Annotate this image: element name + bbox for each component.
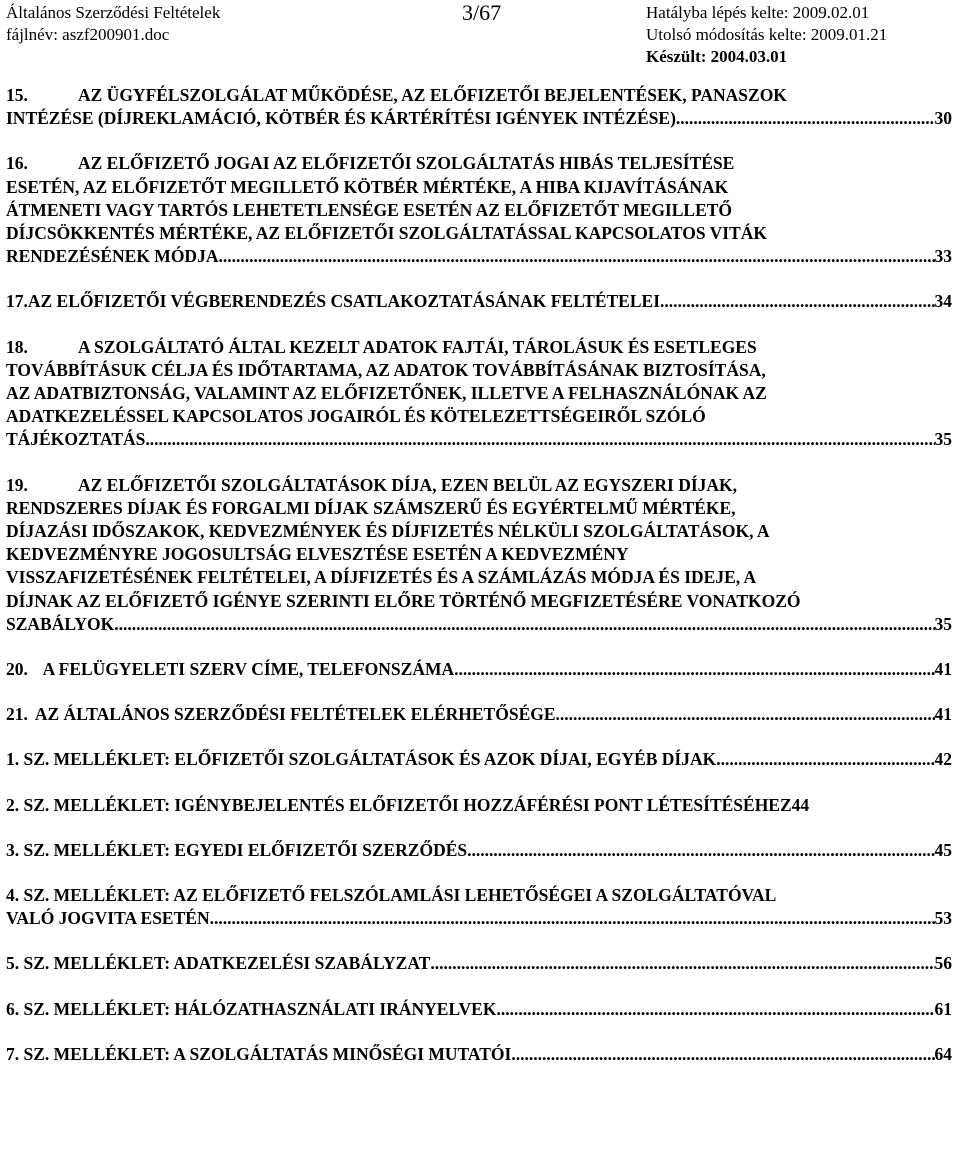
toc-entry-number: 20.: [6, 659, 28, 680]
toc-leader-dots: [430, 952, 934, 975]
toc-page-number: 64: [934, 1043, 952, 1064]
toc-leader-dots: [114, 613, 934, 636]
toc-entry-line: [6, 543, 952, 566]
toc-page-number: 45: [934, 839, 952, 860]
toc-entry-text: AZ ÁLTALÁNOS SZERZŐDÉSI FELTÉTELEK ELÉRHETŐSÉGE: [34, 704, 556, 725]
toc-entry-last-line: [6, 839, 952, 862]
toc-entry-text: AZ ELŐFIZETŐI VÉGBERENDEZÉS CSATLAKOZTATÁSÁNAK FELTÉTELEI: [27, 291, 661, 312]
toc-entry-text: 7. SZ. MELLÉKLET: A SZOLGÁLTATÁS MINŐSÉGI MUTATÓI: [6, 1043, 512, 1064]
toc-page-number: 44: [791, 794, 810, 815]
toc-entry-text: AZ ADATBIZTONSÁG, VALAMINT AZ ELŐFIZETŐNEK, ILLETVE A FELHASZNÁLÓNAK AZ: [6, 383, 767, 404]
toc-entry-last-line: [6, 290, 952, 313]
toc-entry-text: 6. SZ. MELLÉKLET: HÁLÓZATHASZNÁLATI IRÁNYELVEK: [6, 998, 497, 1019]
file-name: fájlnév: aszf200901.doc: [6, 25, 170, 44]
toc-entry[interactable]: [6, 952, 952, 975]
toc-entry-number: 18.: [6, 336, 28, 357]
toc-entry-last-line: [6, 794, 952, 817]
toc-entry-text: INTÉZÉSE (DÍJREKLAMÁCIÓ, KÖTBÉR ÉS KÁRTÉRÍTÉSI IGÉNYEK INTÉZÉSE).: [6, 108, 681, 129]
toc-entry-line: [6, 520, 952, 543]
toc-leader-dots: [660, 290, 934, 313]
toc-leader-dots: [210, 907, 935, 930]
toc-page-number: 34: [934, 291, 952, 312]
toc-entry[interactable]: [6, 1043, 952, 1066]
toc-leader-dots: [511, 1043, 934, 1066]
toc-entry-line: [6, 405, 952, 428]
toc-entry[interactable]: [6, 474, 952, 636]
toc-page-number: 30: [934, 108, 952, 129]
toc-entry[interactable]: [6, 658, 952, 681]
document-title: Általános Szerződési Feltételek: [6, 3, 221, 22]
toc-entry-last-line: [6, 998, 952, 1021]
created-date: Készült: 2004.03.01: [646, 47, 788, 66]
toc-page-number: 61: [934, 998, 952, 1019]
toc-entry-text: A SZOLGÁLTATÓ ÁLTAL KEZELT ADATOK FAJTÁI, TÁROLÁSUK ÉS ESETLEGES: [78, 336, 757, 357]
toc-entry[interactable]: [6, 290, 952, 313]
toc-page-number: 56: [934, 953, 952, 974]
toc-page-number: 35: [934, 429, 952, 450]
toc-entry-last-line: [6, 658, 952, 681]
toc-entry-text: VISSZAFIZETÉSÉNEK FELTÉTELEI, A DÍJFIZETÉS ÉS A SZÁMLÁZÁS MÓDJA ÉS IDEJE, A: [6, 567, 757, 588]
toc-leader-dots: [556, 703, 935, 726]
modified-date: Utolsó módosítás kelte: 2009.01.21: [646, 25, 888, 44]
toc-entry-text: SZABÁLYOK: [6, 613, 115, 634]
toc-entry[interactable]: [6, 998, 952, 1021]
toc-entry-line: [6, 566, 952, 589]
table-of-contents: [6, 84, 952, 1088]
toc-entry-number: 16.: [6, 153, 28, 174]
toc-entry-line: [6, 176, 952, 199]
toc-entry[interactable]: [6, 152, 952, 268]
toc-leader-dots: [145, 428, 934, 451]
toc-entry-line: [6, 497, 952, 520]
toc-leader-dots: [218, 245, 934, 268]
toc-entry-text: ADATKEZELÉSSEL KAPCSOLATOS JOGAIRÓL ÉS KÖTELEZETTSÉGEIRŐL SZÓLÓ: [6, 406, 706, 427]
toc-entry-last-line: [6, 703, 952, 726]
toc-entry-line: [6, 474, 952, 497]
toc-entry[interactable]: [6, 839, 952, 862]
toc-entry-line: [6, 84, 952, 107]
toc-page-number: 42: [934, 749, 952, 770]
toc-entry-last-line: [6, 952, 952, 975]
toc-entry-text: A FELÜGYELETI SZERV CÍME, TELEFONSZÁMA: [42, 659, 455, 680]
toc-page-number: 41: [934, 704, 952, 725]
toc-entry-text: VALÓ JOGVITA ESETÉN: [6, 908, 210, 929]
toc-page-number: 41: [934, 659, 952, 680]
page-header: [6, 0, 954, 66]
toc-entry-line: [6, 382, 952, 405]
toc-entry[interactable]: [6, 884, 952, 930]
toc-entry-number: 21.: [6, 704, 28, 725]
toc-entry-number: 17.: [6, 291, 28, 312]
toc-entry-number: 15.: [6, 85, 28, 105]
toc-entry-line: [6, 590, 952, 613]
toc-leader-dots: [467, 839, 934, 862]
toc-entry-text: DÍJAZÁSI IDŐSZAKOK, KEDVEZMÉNYEK ÉS DÍJFIZETÉS NÉLKÜLI SZOLGÁLTATÁSOK, A: [6, 521, 770, 542]
toc-entry[interactable]: [6, 748, 952, 771]
toc-leader-dots: [454, 658, 934, 681]
header-left: [6, 2, 220, 46]
toc-page-number: 33: [934, 246, 952, 267]
toc-entry-text: 2. SZ. MELLÉKLET: IGÉNYBEJELENTÉS ELŐFIZETŐI HOZZÁFÉRÉSI PONT LÉTESÍTÉSÉHEZ: [6, 794, 792, 815]
toc-entry[interactable]: [6, 84, 952, 130]
toc-leader-dots: [496, 998, 934, 1021]
toc-entry-text: KEDVEZMÉNYRE JOGOSULTSÁG ELVESZTÉSE ESETÉN A KEDVEZMÉNY: [6, 544, 629, 565]
toc-page-number: 35: [934, 613, 952, 634]
toc-entry-line: [6, 222, 952, 245]
toc-entry-text: TOVÁBBÍTÁSUK CÉLJA ÉS IDŐTARTAMA, AZ ADATOK TOVÁBBÍTÁSÁNAK BIZTOSÍTÁSA,: [6, 359, 766, 380]
toc-entry-line: [6, 199, 952, 222]
toc-entry-line: [6, 336, 952, 359]
toc-entry-line: [6, 152, 952, 175]
toc-entry-text: 1. SZ. MELLÉKLET: ELŐFIZETŐI SZOLGÁLTATÁSOK ÉS AZOK DÍJAI, EGYÉB DÍJAK: [6, 749, 717, 770]
toc-entry-text: 5. SZ. MELLÉKLET: ADATKEZELÉSI SZABÁLYZAT: [6, 953, 431, 974]
toc-entry-text: RENDSZERES DÍJAK ÉS FORGALMI DÍJAK SZÁMSZERŰ ÉS EGYÉRTELMŰ MÉRTÉKE,: [6, 497, 736, 518]
toc-entry-text: 3. SZ. MELLÉKLET: EGYEDI ELŐFIZETŐI SZERZŐDÉS: [6, 839, 468, 860]
toc-entry-text: 4. SZ. MELLÉKLET: AZ ELŐFIZETŐ FELSZÓLAMLÁSI LEHETŐSÉGEI A SZOLGÁLTATÓVAL: [6, 885, 777, 906]
toc-entry[interactable]: [6, 336, 952, 452]
toc-entry-text: AZ ELŐFIZETŐ JOGAI AZ ELŐFIZETŐI SZOLGÁLTATÁS HIBÁS TELJESÍTÉSE: [78, 153, 735, 174]
toc-entry-text: DÍJNAK AZ ELŐFIZETŐ IGÉNYE SZERINTI ELŐRE TÖRTÉNŐ MEGFIZETÉSÉRE VONATKOZÓ: [6, 590, 801, 611]
toc-entry-number: 19.: [6, 474, 28, 495]
toc-entry-text: AZ ELŐFIZETŐI SZOLGÁLTATÁSOK DÍJA, EZEN BELÜL AZ EGYSZERI DÍJAK,: [78, 474, 738, 495]
header-right: [646, 2, 887, 68]
toc-entry-line: [6, 884, 952, 907]
toc-entry-last-line: [6, 907, 952, 930]
toc-entry-last-line: [6, 613, 952, 636]
toc-entry[interactable]: [6, 703, 952, 726]
effective-date: Hatályba lépés kelte: 2009.02.01: [646, 3, 870, 22]
toc-entry-last-line: [6, 1043, 952, 1066]
toc-entry-text: ÁTMENETI VAGY TARTÓS LEHETETLENSÉGE ESETÉN AZ ELŐFIZETŐT MEGILLETŐ: [6, 199, 733, 220]
toc-entry-text: ESETÉN, AZ ELŐFIZETŐT MEGILLETŐ KÖTBÉR MÉRTÉKE, A HIBA KIJAVÍTÁSÁNAK: [6, 176, 729, 197]
toc-entry-last-line: [6, 748, 952, 771]
toc-entry-text: TÁJÉKOZTATÁS: [6, 429, 146, 450]
toc-leader-dots: [716, 748, 934, 771]
page-indicator: 3/67: [462, 0, 502, 25]
toc-entry-last-line: [6, 107, 952, 130]
toc-leader-dots: [680, 107, 934, 130]
toc-entry-text: DÍJCSÖKKENTÉS MÉRTÉKE, AZ ELŐFIZETŐI SZOLGÁLTATÁSSAL KAPCSOLATOS VITÁK: [6, 223, 768, 244]
toc-entry-last-line: [6, 245, 952, 268]
toc-entry-line: [6, 359, 952, 382]
toc-entry-text: RENDEZÉSÉNEK MÓDJA: [6, 246, 219, 267]
toc-entry-text: AZ ÜGYFÉLSZOLGÁLAT MŰKÖDÉSE, AZ ELŐFIZETŐI BEJELENTÉSEK, PANASZOK: [78, 85, 787, 105]
toc-entry-last-line: [6, 428, 952, 451]
toc-page-number: 53: [934, 908, 952, 929]
toc-entry[interactable]: [6, 794, 952, 817]
